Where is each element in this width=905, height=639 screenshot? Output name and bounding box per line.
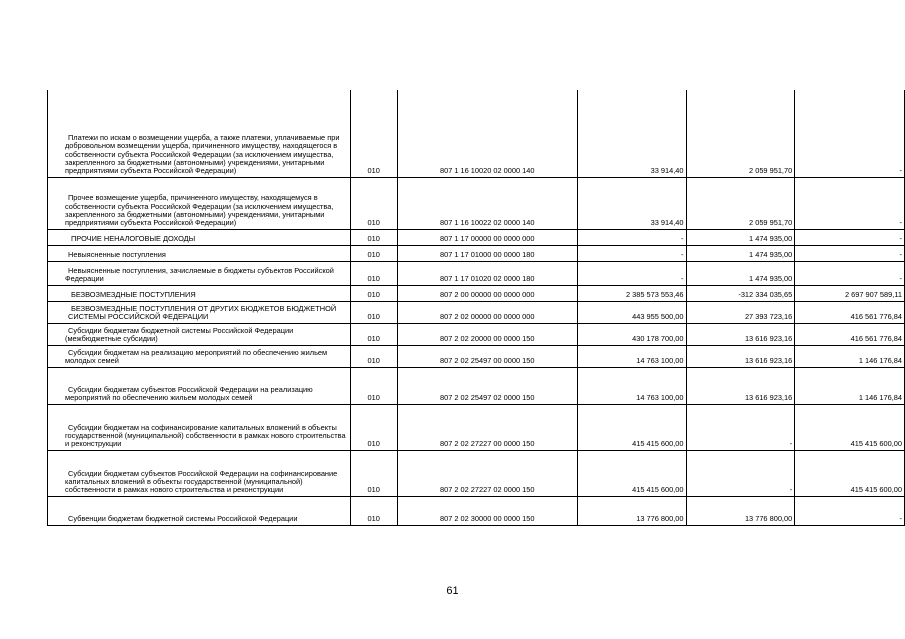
row-name-cell: Субсидии бюджетам на софинансирование капитальных вложений в объекты государственной (муниципальной) собственности в рамках нового строительства и реконструкции xyxy=(48,404,351,450)
row-amount-2-cell: 1 474 935,00 xyxy=(686,261,795,285)
row-code-cell: 010 xyxy=(350,301,397,323)
table-row xyxy=(48,404,905,450)
table-row xyxy=(48,261,905,285)
row-kbk-cell: 807 2 02 25497 02 0000 150 xyxy=(397,367,577,404)
row-name-cell: ПРОЧИЕ НЕНАЛОГОВЫЕ ДОХОДЫ xyxy=(48,229,351,245)
row-amount-2-cell: 13 776 800,00 xyxy=(686,496,795,525)
row-kbk-cell: 807 2 02 00000 00 0000 000 xyxy=(397,301,577,323)
table-row xyxy=(48,245,905,261)
row-amount-2-cell: 2 059 951,70 xyxy=(686,90,795,177)
row-name-cell: Субсидии бюджетам субъектов Российской Федерации на реализацию мероприятий по обеспечению жильем молодых семей xyxy=(48,367,351,404)
row-kbk-cell: 807 2 00 00000 00 0000 000 xyxy=(397,285,577,301)
table-row xyxy=(48,496,905,525)
row-code-cell: 010 xyxy=(350,404,397,450)
row-amount-3-cell: 2 697 907 589,11 xyxy=(795,285,905,301)
row-name-cell: Субсидии бюджетам на реализацию мероприятий по обеспечению жильем молодых семей xyxy=(48,345,351,367)
row-kbk-cell: 807 2 02 20000 00 0000 150 xyxy=(397,323,577,345)
row-kbk-cell: 807 2 02 30000 00 0000 150 xyxy=(397,496,577,525)
row-name-cell: Субсидии бюджетам бюджетной системы Российской Федерации (межбюджетные субсидии) xyxy=(48,323,351,345)
row-amount-2-cell: 13 616 923,16 xyxy=(686,367,795,404)
row-amount-3-cell: 1 146 176,84 xyxy=(795,367,905,404)
row-name-cell: БЕЗВОЗМЕЗДНЫЕ ПОСТУПЛЕНИЯ xyxy=(48,285,351,301)
table-row xyxy=(48,345,905,367)
row-amount-1-cell: 33 914,40 xyxy=(577,177,686,229)
table-row xyxy=(48,90,905,177)
row-kbk-cell: 807 2 02 27227 02 0000 150 xyxy=(397,450,577,496)
row-name-cell: Невыясненные поступления, зачисляемые в бюджеты субъектов Российской Федерации xyxy=(48,261,351,285)
row-code-cell: 010 xyxy=(350,345,397,367)
row-kbk-cell: 807 2 02 25497 00 0000 150 xyxy=(397,345,577,367)
table-row xyxy=(48,229,905,245)
row-code-cell: 010 xyxy=(350,261,397,285)
row-amount-1-cell: - xyxy=(577,245,686,261)
row-name-cell: Невыясненные поступления xyxy=(48,245,351,261)
table-row xyxy=(48,367,905,404)
row-amount-1-cell: 415 415 600,00 xyxy=(577,450,686,496)
row-amount-2-cell: 27 393 723,16 xyxy=(686,301,795,323)
row-amount-3-cell: - xyxy=(795,90,905,177)
row-kbk-cell: 807 1 17 01000 00 0000 180 xyxy=(397,245,577,261)
table-row xyxy=(48,177,905,229)
row-amount-3-cell: - xyxy=(795,177,905,229)
row-code-cell: 010 xyxy=(350,496,397,525)
row-amount-3-cell: - xyxy=(795,245,905,261)
table-row xyxy=(48,323,905,345)
row-name-cell: БЕЗВОЗМЕЗДНЫЕ ПОСТУПЛЕНИЯ ОТ ДРУГИХ БЮДЖЕТОВ БЮДЖЕТНОЙ СИСТЕМЫ РОССИЙСКОЙ ФЕДЕРАЦИИ xyxy=(48,301,351,323)
row-amount-3-cell: 416 561 776,84 xyxy=(795,323,905,345)
row-code-cell: 010 xyxy=(350,285,397,301)
row-kbk-cell: 807 1 17 00000 00 0000 000 xyxy=(397,229,577,245)
table-row xyxy=(48,450,905,496)
row-amount-2-cell: 13 616 923,16 xyxy=(686,345,795,367)
row-amount-1-cell: 13 776 800,00 xyxy=(577,496,686,525)
row-amount-1-cell: - xyxy=(577,229,686,245)
table-row xyxy=(48,301,905,323)
row-name-cell: Субвенции бюджетам бюджетной системы Российской Федерации xyxy=(48,496,351,525)
row-amount-1-cell: 33 914,40 xyxy=(577,90,686,177)
row-kbk-cell: 807 1 16 10022 02 0000 140 xyxy=(397,177,577,229)
row-kbk-cell: 807 1 17 01020 02 0000 180 xyxy=(397,261,577,285)
row-amount-3-cell: 1 146 176,84 xyxy=(795,345,905,367)
row-amount-3-cell: 416 561 776,84 xyxy=(795,301,905,323)
row-code-cell: 010 xyxy=(350,323,397,345)
row-kbk-cell: 807 1 16 10020 02 0000 140 xyxy=(397,90,577,177)
row-amount-2-cell: 13 616 923,16 xyxy=(686,323,795,345)
row-amount-3-cell: - xyxy=(795,229,905,245)
table-row xyxy=(48,285,905,301)
row-amount-1-cell: 430 178 700,00 xyxy=(577,323,686,345)
row-amount-3-cell: - xyxy=(795,261,905,285)
row-amount-1-cell: 2 385 573 553,46 xyxy=(577,285,686,301)
row-code-cell: 010 xyxy=(350,90,397,177)
row-amount-2-cell: -312 334 035,65 xyxy=(686,285,795,301)
row-code-cell: 010 xyxy=(350,245,397,261)
row-amount-2-cell: 1 474 935,00 xyxy=(686,229,795,245)
row-kbk-cell: 807 2 02 27227 00 0000 150 xyxy=(397,404,577,450)
row-amount-1-cell: 443 955 500,00 xyxy=(577,301,686,323)
row-amount-1-cell: 415 415 600,00 xyxy=(577,404,686,450)
row-amount-2-cell: 2 059 951,70 xyxy=(686,177,795,229)
row-amount-1-cell: - xyxy=(577,261,686,285)
row-amount-3-cell: - xyxy=(795,496,905,525)
revenue-table xyxy=(47,90,905,526)
row-name-cell: Платежи по искам о возмещении ущерба, а также платежи, уплачиваемые при добровольном возмещении ущерба, причиненного имуществу, находящегося в собственности субъекта Российской Федерации (за исключением имущества, закрепленного за бюджетными (автономными) учреждениями, унитарными предприятиями субъекта Российской Федерации) xyxy=(48,90,351,177)
row-amount-2-cell: - xyxy=(686,404,795,450)
row-code-cell: 010 xyxy=(350,450,397,496)
row-amount-2-cell: 1 474 935,00 xyxy=(686,245,795,261)
row-amount-1-cell: 14 763 100,00 xyxy=(577,367,686,404)
row-name-cell: Прочее возмещение ущерба, причиненного имуществу, находящемуся в собственности субъекта Российской Федерации (за исключением имущества, закрепленного за бюджетными (автономными) учреждениями, унитарными предприятиями субъекта Российской Федерации) xyxy=(48,177,351,229)
row-code-cell: 010 xyxy=(350,177,397,229)
row-name-cell: Субсидии бюджетам субъектов Российской Федерации на софинансирование капитальных вложений в объекты государственной (муниципальной) собственности в рамках нового строительства и реконструкции xyxy=(48,450,351,496)
row-code-cell: 010 xyxy=(350,229,397,245)
row-amount-1-cell: 14 763 100,00 xyxy=(577,345,686,367)
page-number: 61 xyxy=(446,585,459,597)
row-amount-3-cell: 415 415 600,00 xyxy=(795,404,905,450)
row-code-cell: 010 xyxy=(350,367,397,404)
row-amount-2-cell: - xyxy=(686,450,795,496)
row-amount-3-cell: 415 415 600,00 xyxy=(795,450,905,496)
